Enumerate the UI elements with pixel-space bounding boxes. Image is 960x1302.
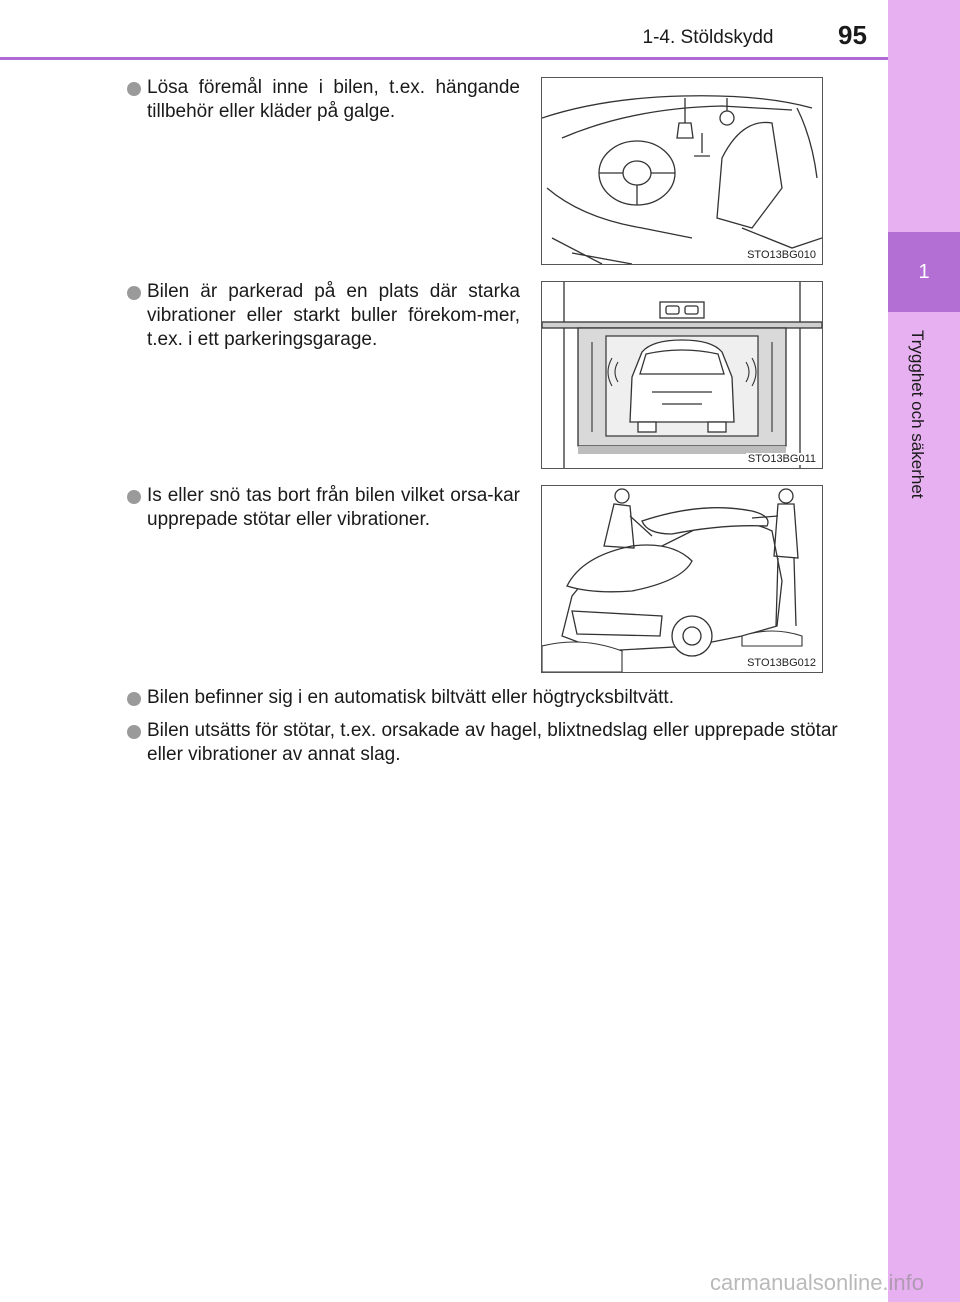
bullet-dot-icon <box>127 82 141 96</box>
figure-code: STO13BG011 <box>747 453 816 465</box>
snow-removal-illustration <box>541 485 823 673</box>
car-interior-icon <box>542 78 822 264</box>
list-item-text: Bilen är parkerad på en plats där starka vibrationer eller starkt buller förekom-mer, t.ex. i ett parkeringsgarage. <box>147 281 520 350</box>
list-item <box>127 719 867 767</box>
list-item <box>127 76 520 124</box>
section-title: 1-4. Stöldskydd <box>642 27 774 48</box>
chapter-number: 1 <box>918 260 930 283</box>
header-divider <box>0 57 888 60</box>
watermark: carmanualsonline.info <box>710 1270 925 1295</box>
interior-illustration <box>541 77 823 265</box>
list-item-text: Lösa föremål inne i bilen, t.ex. hängande tillbehör eller kläder på galge. <box>147 77 520 122</box>
list-item-text: Bilen befinner sig i en automatisk biltvätt eller högtrycksbiltvätt. <box>147 687 674 708</box>
garage-illustration <box>541 281 823 469</box>
page-number: 95 <box>838 20 867 50</box>
snow-covered-car-icon <box>542 486 822 672</box>
bullet-dot-icon <box>127 692 141 706</box>
chapter-title: Trygghet och säkerhet <box>908 330 927 499</box>
list-item <box>127 484 520 532</box>
parking-garage-icon <box>542 282 822 468</box>
list-item-text: Bilen utsätts för stötar, t.ex. orsakade av hagel, blixtnedslag eller upprepade stötar eller vibrationer av annat slag. <box>147 720 838 765</box>
figure-code: STO13BG012 <box>747 657 816 669</box>
list-item <box>127 686 867 710</box>
side-tab <box>888 0 960 1302</box>
bullet-dot-icon <box>127 725 141 739</box>
bullet-dot-icon <box>127 490 141 504</box>
list-item <box>127 280 520 352</box>
chapter-tab[interactable] <box>888 232 960 312</box>
bullet-dot-icon <box>127 286 141 300</box>
figure-code: STO13BG010 <box>747 249 816 261</box>
list-item-text: Is eller snö tas bort från bilen vilket orsa-kar upprepade stötar eller vibrationer. <box>147 485 520 530</box>
